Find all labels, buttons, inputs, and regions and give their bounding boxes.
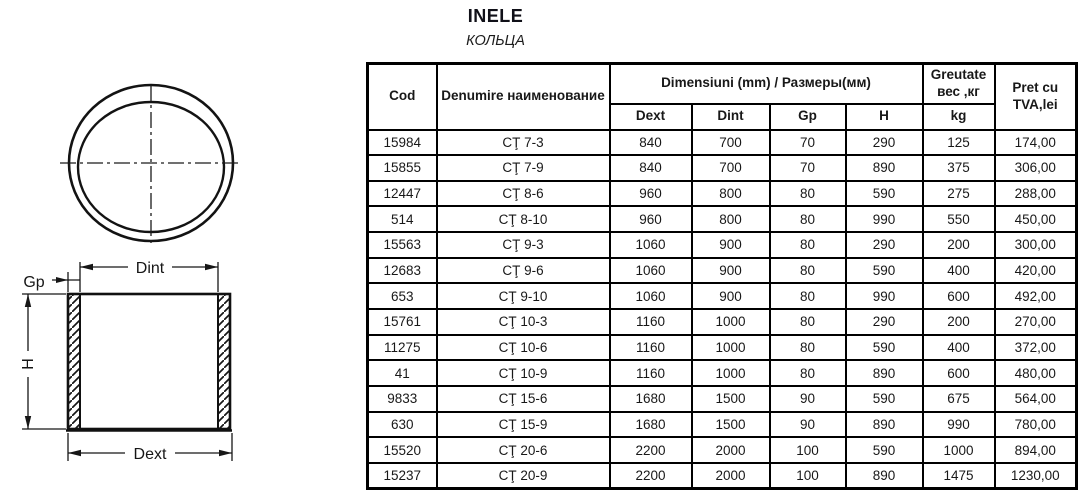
cell-pret: 270,00	[995, 309, 1077, 335]
cell-dint: 900	[692, 283, 770, 309]
cell-denumire: CŢ 10-3	[437, 309, 610, 335]
table-row	[368, 309, 1077, 335]
cell-kg: 550	[923, 206, 995, 232]
dim-label-gp: Gp	[23, 274, 45, 291]
header-denumire: Denumire наименование	[437, 64, 610, 130]
cell-cod: 15761	[368, 309, 437, 335]
cell-dint: 800	[692, 206, 770, 232]
cell-dext: 960	[610, 206, 692, 232]
cell-cod: 12447	[368, 181, 437, 207]
cell-kg: 375	[923, 155, 995, 181]
cell-kg: 600	[923, 283, 995, 309]
cell-h: 290	[846, 130, 923, 156]
dimension-dext	[68, 433, 232, 463]
cell-dext: 840	[610, 155, 692, 181]
cell-gp: 70	[770, 155, 846, 181]
table-row	[368, 155, 1077, 181]
dim-label-dext: Dext	[133, 446, 167, 463]
cell-pret: 306,00	[995, 155, 1077, 181]
cell-denumire: CŢ 15-6	[437, 386, 610, 412]
price-table	[366, 62, 1078, 490]
cell-denumire: CŢ 20-6	[437, 437, 610, 463]
cell-dint: 1000	[692, 309, 770, 335]
cell-cod: 11275	[368, 335, 437, 361]
table-row	[368, 437, 1077, 463]
table-row	[368, 412, 1077, 438]
cell-cod: 15984	[368, 130, 437, 156]
cell-kg: 125	[923, 130, 995, 156]
cell-pret: 1230,00	[995, 463, 1077, 489]
cell-pret: 894,00	[995, 437, 1077, 463]
cell-cod: 653	[368, 283, 437, 309]
cell-cod: 15237	[368, 463, 437, 489]
cell-gp: 80	[770, 309, 846, 335]
table-row	[368, 232, 1077, 258]
cell-dint: 1000	[692, 360, 770, 386]
cell-pret: 300,00	[995, 232, 1077, 258]
cell-kg: 275	[923, 181, 995, 207]
cell-dext: 1160	[610, 309, 692, 335]
header-pret-line2: TVA,lei	[1012, 96, 1058, 112]
dim-label-h: H	[20, 358, 37, 370]
cell-dext: 1060	[610, 258, 692, 284]
table-row	[368, 181, 1077, 207]
ring-top-view	[60, 85, 242, 245]
cell-dint: 700	[692, 155, 770, 181]
cell-gp: 100	[770, 463, 846, 489]
cell-dint: 2000	[692, 437, 770, 463]
cell-dint: 900	[692, 232, 770, 258]
header-sub-gp: Gp	[770, 104, 846, 130]
table-row	[368, 335, 1077, 361]
cell-gp: 90	[770, 412, 846, 438]
header-greutate-line2: вес ,кг	[937, 83, 980, 99]
cell-kg: 990	[923, 412, 995, 438]
cell-denumire: CŢ 7-9	[437, 155, 610, 181]
cell-h: 990	[846, 283, 923, 309]
header-pret	[995, 64, 1077, 130]
cell-denumire: CŢ 8-10	[437, 206, 610, 232]
cell-denumire: CŢ 20-9	[437, 463, 610, 489]
cell-gp: 80	[770, 360, 846, 386]
cell-cod: 12683	[368, 258, 437, 284]
table-row	[368, 130, 1077, 156]
cell-dint: 1000	[692, 335, 770, 361]
wall-left-hatched	[68, 294, 80, 429]
cell-h: 590	[846, 335, 923, 361]
wall-right-hatched	[218, 294, 230, 429]
dimension-dint	[80, 257, 218, 292]
cell-pret: 480,00	[995, 360, 1077, 386]
cell-pret: 492,00	[995, 283, 1077, 309]
cell-dext: 1680	[610, 386, 692, 412]
dimension-h	[19, 294, 66, 429]
title-block	[398, 6, 593, 49]
cell-h: 590	[846, 181, 923, 207]
price-table-body	[368, 130, 1077, 489]
cell-denumire: CŢ 15-9	[437, 412, 610, 438]
cell-gp: 80	[770, 232, 846, 258]
cell-kg: 400	[923, 335, 995, 361]
cell-pret: 288,00	[995, 181, 1077, 207]
cell-dint: 700	[692, 130, 770, 156]
header-sub-dext: Dext	[610, 104, 692, 130]
cell-kg: 200	[923, 232, 995, 258]
cell-dext: 1160	[610, 360, 692, 386]
cell-dint: 1500	[692, 412, 770, 438]
cell-denumire: CŢ 8-6	[437, 181, 610, 207]
table-row	[368, 206, 1077, 232]
cell-gp: 80	[770, 181, 846, 207]
cell-denumire: CŢ 9-6	[437, 258, 610, 284]
page-title: INELE	[467, 6, 524, 26]
cell-dext: 1680	[610, 412, 692, 438]
header-dimensiuni: Dimensiuni (mm) / Размеры(мм)	[610, 64, 923, 104]
ring-technical-drawing	[0, 0, 360, 499]
cell-cod: 41	[368, 360, 437, 386]
cell-dext: 840	[610, 130, 692, 156]
cell-kg: 200	[923, 309, 995, 335]
table-row	[368, 283, 1077, 309]
cell-h: 890	[846, 155, 923, 181]
cell-pret: 564,00	[995, 386, 1077, 412]
cell-dint: 900	[692, 258, 770, 284]
cell-pret: 372,00	[995, 335, 1077, 361]
cell-pret: 174,00	[995, 130, 1077, 156]
cell-kg: 1475	[923, 463, 995, 489]
cell-h: 590	[846, 386, 923, 412]
cell-cod: 9833	[368, 386, 437, 412]
cell-gp: 100	[770, 437, 846, 463]
header-greutate-line1: Greutate	[930, 66, 987, 82]
cell-h: 890	[846, 412, 923, 438]
cell-kg: 600	[923, 360, 995, 386]
cell-gp: 80	[770, 335, 846, 361]
cell-kg: 1000	[923, 437, 995, 463]
cell-kg: 400	[923, 258, 995, 284]
cell-gp: 80	[770, 283, 846, 309]
table-row	[368, 258, 1077, 284]
cell-denumire: CŢ 7-3	[437, 130, 610, 156]
cell-pret: 780,00	[995, 412, 1077, 438]
cell-dext: 2200	[610, 463, 692, 489]
cell-dint: 2000	[692, 463, 770, 489]
table-row	[368, 360, 1077, 386]
cell-kg: 675	[923, 386, 995, 412]
page-subtitle: КОЛЬЦА	[466, 33, 525, 49]
table-row	[368, 386, 1077, 412]
cell-gp: 80	[770, 258, 846, 284]
cell-dext: 1060	[610, 283, 692, 309]
cell-pret: 420,00	[995, 258, 1077, 284]
header-greutate	[923, 64, 995, 104]
cell-h: 590	[846, 258, 923, 284]
cell-h: 290	[846, 232, 923, 258]
cell-cod: 15563	[368, 232, 437, 258]
table-row	[368, 463, 1077, 489]
cell-dext: 1060	[610, 232, 692, 258]
dim-label-dint: Dint	[135, 260, 165, 277]
price-table-container	[366, 62, 1078, 490]
cell-cod: 15520	[368, 437, 437, 463]
cell-denumire: CŢ 9-3	[437, 232, 610, 258]
cell-gp: 90	[770, 386, 846, 412]
header-sub-dint: Dint	[692, 104, 770, 130]
cell-h: 590	[846, 437, 923, 463]
cell-h: 290	[846, 309, 923, 335]
cell-pret: 450,00	[995, 206, 1077, 232]
cell-h: 990	[846, 206, 923, 232]
cell-dint: 800	[692, 181, 770, 207]
cell-dext: 2200	[610, 437, 692, 463]
header-sub-h: H	[846, 104, 923, 130]
cell-denumire: CŢ 9-10	[437, 283, 610, 309]
cell-cod: 630	[368, 412, 437, 438]
cell-gp: 80	[770, 206, 846, 232]
cell-dext: 1160	[610, 335, 692, 361]
cell-gp: 70	[770, 130, 846, 156]
cell-cod: 514	[368, 206, 437, 232]
dimension-gp	[23, 272, 80, 292]
cell-denumire: CŢ 10-6	[437, 335, 610, 361]
cell-cod: 15855	[368, 155, 437, 181]
ring-section-view	[19, 257, 232, 463]
cell-h: 890	[846, 463, 923, 489]
header-cod: Cod	[368, 64, 437, 130]
header-sub-kg: kg	[923, 104, 995, 130]
cell-dext: 960	[610, 181, 692, 207]
cell-dint: 1500	[692, 386, 770, 412]
cell-h: 890	[846, 360, 923, 386]
header-pret-line1: Pret cu	[1012, 79, 1059, 95]
cell-denumire: CŢ 10-9	[437, 360, 610, 386]
